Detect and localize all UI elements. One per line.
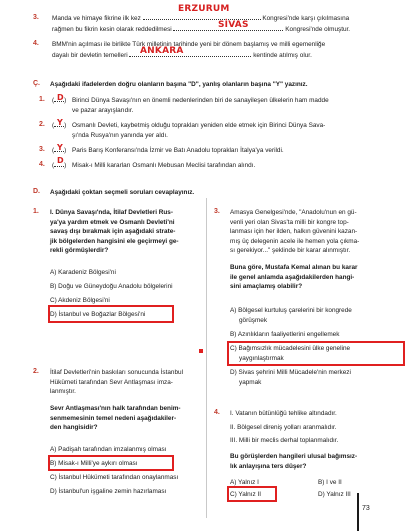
fill-q4-answer: ANKARA (140, 46, 184, 56)
mc-q4-answer-highlight (227, 486, 277, 502)
fill-q3-answer-2: SİVAS (218, 20, 249, 30)
tf-item-1-number: 1. (39, 96, 45, 103)
tf-item-4-text: Misak-ı Milli kararları Osmanlı Mebusan Meclisi tarafından alındı. (72, 162, 256, 169)
section-c-instruction: Aşağıdaki ifadelerden doğru olanların başına "D", yanlış olanların başına "Y" yazınız. (50, 81, 308, 88)
mc-q1-option-c[interactable]: C) Akdeniz Bölgesi'ni (50, 297, 110, 304)
section-c-letter: Ç. (33, 80, 40, 87)
mc-q3-stem: Buna göre, Mustafa Kemal alınan bu karar ile genel anlamda aşağıdakilerden hangi- sini amaçlamış olabilir? (230, 264, 358, 291)
section-d-letter: D. (33, 188, 40, 195)
tf-item-1-text: Birinci Dünya Savaşı'nın en önemli nedenlerinden biri de sanayileşen ülkelerin ham madde (72, 97, 329, 104)
mc-q3-option-b[interactable]: B) Azınlıkların faaliyetlerini engellemek (230, 331, 340, 338)
mc-q1-option-b[interactable]: B) Doğu ve Güneydoğu Anadolu bölgelerini (50, 283, 173, 290)
mc-q2-option-a[interactable]: A) Padişah tarafından imzalanmış olması (50, 446, 167, 453)
mc-q1-option-a[interactable]: A) Karadeniz Bölgesi'ni (50, 269, 116, 276)
tf-item-3-text: Paris Barış Konferansı'nda İzmir ve Batı Anadolu toprakları İtalya'ya verildi. (72, 147, 284, 154)
mc-q4-option-b[interactable]: B) I ve II (318, 479, 342, 486)
fill-q3-answer-1: ERZURUM (178, 4, 230, 14)
mc-q2-option-b[interactable]: B) Misak-ı Milli'ye aykırı olması (50, 460, 138, 467)
mc-q2-option-c[interactable]: C) İstanbul Hükümeti tarafından onaylanması (50, 474, 179, 481)
fill-q3-number: 3. (33, 14, 39, 21)
mc-q1-option-d[interactable]: D) İstanbul ve Boğazlar Bölgesi'ni (50, 311, 146, 318)
mc-q4-items: I. Vatanın bütünlüğü tehlike altındadır. II. Bölgesel direniş yolları aranmalıdır. III. Milli bir meclis derhal toplanmalıdır. (230, 410, 339, 445)
tf-item-2-number: 2. (39, 121, 45, 128)
mc-q1-stem: I. Dünya Savaşı'nda, İtilaf Devletleri Rus- ya'ya yardım etmek ve Osmanlı Devleti'ni savaş dışı bırakmak için aşağıdaki strate- jik bölgelerden hangisini ele geçirmeyi ge- rekli görmüşlerdir? (50, 209, 179, 255)
page-number: 73 (362, 505, 370, 512)
mc-q4-number: 4. (214, 409, 220, 416)
mc-q4-option-a[interactable]: A) Yalnız I (230, 479, 259, 486)
mc-q3-option-a[interactable]: A) Bölgesel kurtuluş çarelerini bir kongrede görüşmek (230, 307, 352, 324)
fill-q3-line1: Manda ve himaye fikrine ilk kez Kongresi'nde karşı çıkılmasına (52, 15, 350, 22)
mc-q4-stem: Bu görüşlerden hangileri ulusal bağımsız- lık anlayışına ters düşer? (230, 453, 358, 470)
tf-item-1-mark: D (57, 93, 64, 102)
mc-q3-answer-highlight (227, 341, 405, 366)
margin-marker (199, 349, 203, 353)
mc-q2-option-d[interactable]: D) İstanbul'un işgaline zemin hazırlaması (50, 488, 167, 495)
mc-q2-answer-highlight (48, 455, 174, 471)
tf-item-2-mark: Y (57, 118, 63, 127)
mc-q4-option-d[interactable]: D) Yalnız III (318, 491, 351, 498)
tf-item-4-number: 4. (39, 161, 45, 168)
mc-q3-intro: Amasya Genelgesi'nde, "Anadolu'nun en gü- venli yeri olan Sivas'ta milli bir kongre top- lanması için her ilden, halkın güvenini kazan- mış üç delegenin acele ile hemen yola çıkma- sı gerekiyor..." şeklinde bir karar alınmıştır. (230, 209, 360, 255)
mc-q2-number: 2. (33, 368, 39, 375)
fill-q4-number: 4. (33, 40, 39, 47)
mc-q3-number: 3. (214, 208, 220, 215)
mc-q3-option-d[interactable]: D) Sivas şehrini Milli Mücadele'nin merkezi yapmak (230, 369, 351, 386)
tf-item-2-text-cont: şı'nda Rusya'nın yanında yer aldı. (72, 132, 168, 139)
tf-item-3-number: 3. (39, 146, 45, 153)
section-d-instruction: Aşağıdaki çoktan seçmeli soruları cevaplayınız. (50, 189, 195, 196)
tf-item-4-mark: D (57, 156, 64, 165)
mc-q3-option-c[interactable]: C) Bağımsızlık mücadelesini ülke geneline yaygınlaştırmak (230, 345, 351, 362)
tf-item-1-blank: ( ) (52, 97, 67, 104)
tf-item-2-blank: ( ) (52, 122, 67, 129)
column-divider (206, 198, 207, 518)
tf-item-3-mark: Y (57, 143, 63, 152)
mc-q1-number: 1. (33, 208, 39, 215)
mc-q1-answer-highlight (48, 305, 174, 323)
tf-item-3-blank: ( ) (52, 147, 67, 154)
fill-q3-line2: rağmen bu fikrin kesin olarak reddedilmesi Kongresi'nde olmuştur. (52, 26, 351, 33)
tf-item-2-text: Osmanlı Devleti, kaybetmiş olduğu toprakları yeniden elde etmek için Birinci Dünya Sava- (72, 122, 326, 129)
tf-item-1-text-cont: ve pazar arayışlarıdır. (72, 107, 134, 114)
mc-q4-option-c[interactable]: C) Yalnız II (230, 491, 262, 498)
tf-item-4-blank: ( ) (52, 162, 67, 169)
mc-q2-intro: İtilaf Devletleri'nin baskıları sonucunda İstanbul Hükümeti tarafından Sevr Antlaşması imza- lanmıştır. (50, 369, 184, 396)
fill-q4-line1: BMM'nin açılması ile birlikte Türk milletinin tarihinde yeni bir dönem başlamış ve milli egemenliğe (52, 41, 326, 48)
mc-q2-stem: Sevr Antlaşması'nın halk tarafından benim- senmemesinin temel nedeni aşağıdakiler- den hangisidir? (50, 405, 181, 432)
fill-q4-line2: dayalı bir devletin temelleri kentinde atılmış olur. (52, 52, 312, 59)
page-number-bar (357, 493, 359, 531)
